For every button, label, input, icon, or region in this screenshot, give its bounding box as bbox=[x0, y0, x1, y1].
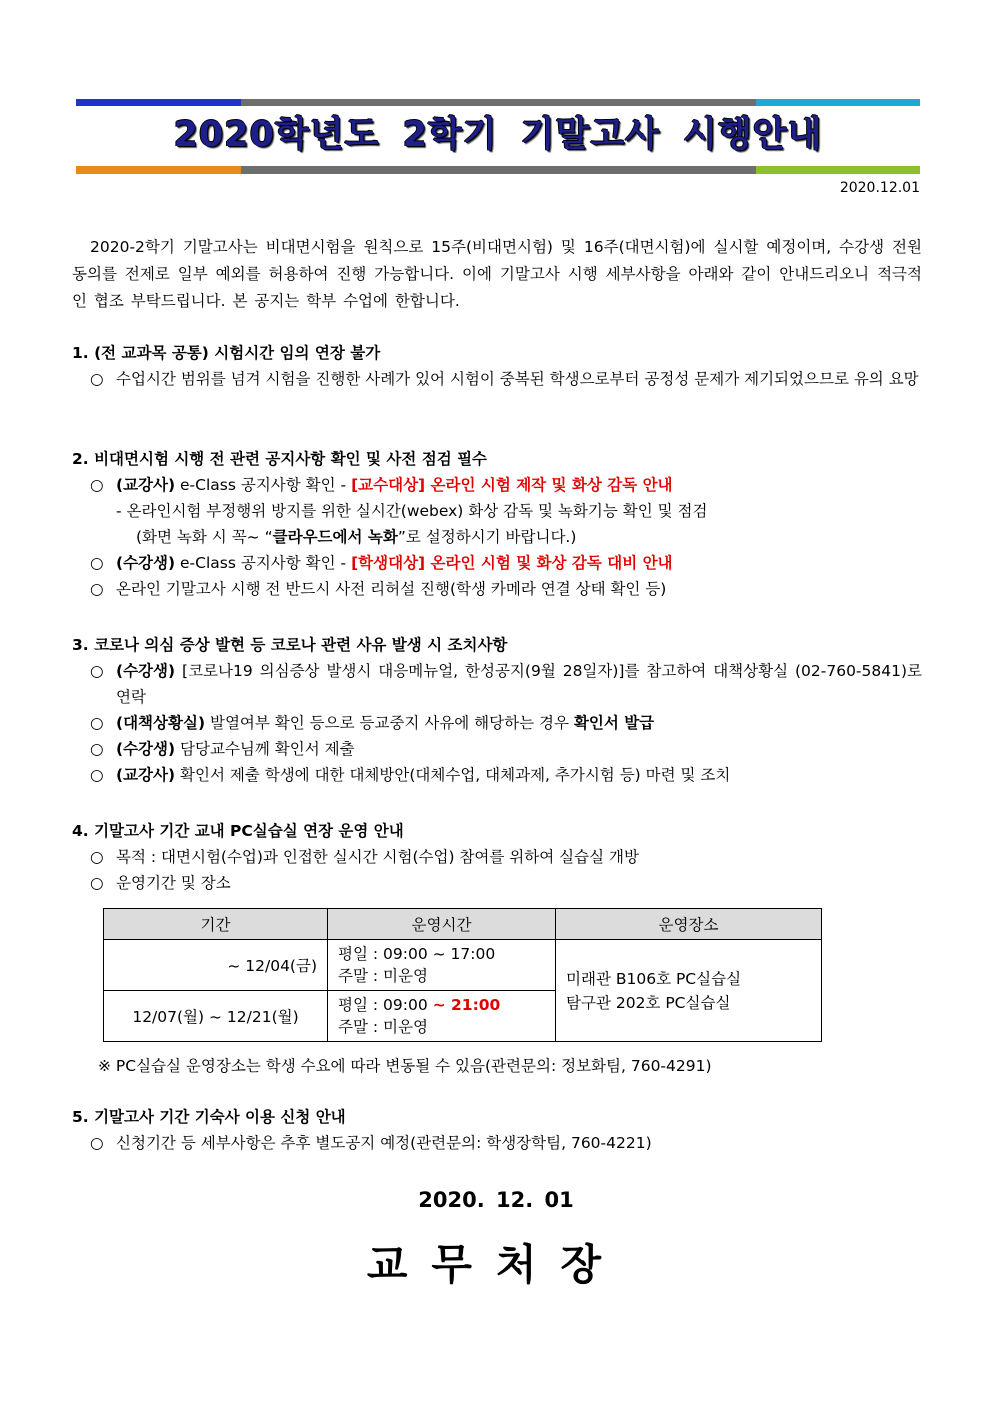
list-subitem: (화면 녹화 시 꼭~ “클라우드에서 녹화”로 설정하시기 바랍니다.) bbox=[136, 528, 577, 546]
header-top-bar bbox=[76, 99, 920, 106]
period-cell: ~ 12/04(금) bbox=[104, 940, 328, 991]
circle-bullet-icon: ○ bbox=[90, 714, 104, 732]
section-3 bbox=[72, 632, 922, 788]
circle-bullet-icon: ○ bbox=[90, 874, 104, 892]
section-heading: 3. 코로나 의심 증상 발현 등 코로나 관련 사유 발생 시 조치사항 bbox=[72, 636, 508, 654]
section-2 bbox=[72, 446, 922, 602]
list-item: ○ 수업시간 범위를 넘겨 시험을 진행한 사례가 있어 시험이 중복된 학생으로부터 공정성 문제가 제기되었으므로 유의 요망 bbox=[72, 366, 922, 392]
list-item: ○ 목적 : 대면시험(수업)과 인접한 실시간 시험(수업) 참여를 위하여 실습실 개방 bbox=[72, 844, 922, 870]
table-row bbox=[104, 940, 822, 991]
header-bottom-bar bbox=[76, 166, 920, 174]
page-title: 2020학년도 2학기 기말고사 시행안내 bbox=[173, 115, 823, 155]
circle-bullet-icon: ○ bbox=[90, 740, 104, 758]
table-header-cell: 운영장소 bbox=[556, 909, 822, 940]
circle-bullet-icon: ○ bbox=[90, 370, 104, 388]
circle-bullet-icon: ○ bbox=[90, 848, 104, 866]
hours-cell: 평일 : 09:00 ~ 17:00 주말 : 미운영 bbox=[328, 940, 556, 991]
table-note: ※ PC실습실 운영장소는 학생 수요에 따라 변동될 수 있음(관련문의: 정보화팀, 760-4291) bbox=[98, 1057, 712, 1075]
section-heading: 5. 기말고사 기간 기숙사 이용 신청 안내 bbox=[72, 1108, 346, 1126]
circle-bullet-icon: ○ bbox=[90, 476, 104, 494]
section-4 bbox=[72, 818, 922, 896]
section-5 bbox=[72, 1104, 922, 1156]
table-header-row bbox=[104, 909, 822, 940]
list-item: ○ 온라인 기말고사 시행 전 반드시 사전 리허설 진행(학생 카메라 연결 상태 확인 등) bbox=[72, 576, 922, 602]
issuing-office: 교무처장 bbox=[366, 1240, 626, 1289]
circle-bullet-icon: ○ bbox=[90, 662, 104, 680]
list-item: ○ (수강생) e-Class 공지사항 확인 - [학생대상] 온라인 시험 및 화상 감독 대비 안내 bbox=[72, 550, 922, 576]
list-item: ○ (수강생) [코로나19 의심증상 발생시 대응메뉴얼, 한성공지(9월 28일자)]를 참고하여 대책상황실 (02-760-5841)로 연락 bbox=[72, 658, 922, 710]
circle-bullet-icon: ○ bbox=[90, 554, 104, 572]
location-cell: 미래관 B106호 PC실습실 탐구관 202호 PC실습실 bbox=[556, 940, 822, 1042]
list-item: ○ (교강사) 확인서 제출 학생에 대한 대체방안(대체수업, 대체과제, 추가시험 등) 마련 및 조치 bbox=[72, 762, 922, 788]
period-cell: 12/07(월) ~ 12/21(월) bbox=[104, 991, 328, 1042]
notice-date: 2020.12.01 bbox=[839, 180, 920, 196]
intro-paragraph: 2020-2학기 기말고사는 비대면시험을 원칙으로 15주(비대면시험) 및 16주(대면시험)에 실시할 예정이며, 수강생 전원 동의를 전제로 일부 예외를 허용하여 진행 가능합니다. 이에 기말고사 시행 세부사항을 아래와 같이 안내드리오니 적극적인 협조 부탁드립니다. 본 공지는 학부 수업에 한합니다. bbox=[72, 238, 922, 310]
circle-bullet-icon: ○ bbox=[90, 580, 104, 598]
footer-date: 2020. 12. 01 bbox=[418, 1188, 574, 1212]
section-1 bbox=[72, 340, 922, 392]
hours-cell: 평일 : 09:00 ~ 21:00 주말 : 미운영 bbox=[328, 991, 556, 1042]
notice-link-text: [교수대상] 온라인 시험 제작 및 화상 감독 안내 bbox=[351, 476, 673, 494]
section-heading: 4. 기말고사 기간 교내 PC실습실 연장 운영 안내 bbox=[72, 822, 404, 840]
table-header-cell: 운영시간 bbox=[328, 909, 556, 940]
section-heading: 2. 비대면시험 시행 전 관련 공지사항 확인 및 사전 점검 필수 bbox=[72, 450, 488, 468]
table-header-cell: 기간 bbox=[104, 909, 328, 940]
section-heading: 1. (전 교과목 공통) 시험시간 임의 연장 불가 bbox=[72, 344, 381, 362]
list-item: ○ (수강생) 담당교수님께 확인서 제출 bbox=[72, 736, 922, 762]
list-item: ○ (교강사) e-Class 공지사항 확인 - [교수대상] 온라인 시험 제작 및 화상 감독 안내 bbox=[72, 472, 922, 498]
circle-bullet-icon: ○ bbox=[90, 1134, 104, 1152]
list-item: ○ (대책상황실) 발열여부 확인 등으로 등교중지 사유에 해당하는 경우 확인서 발급 bbox=[72, 710, 922, 736]
pc-lab-schedule-table bbox=[103, 908, 822, 1042]
list-item: ○ 신청기간 등 세부사항은 추후 별도공지 예정(관련문의: 학생장학팀, 760-4221) bbox=[72, 1130, 922, 1156]
notice-link-text: [학생대상] 온라인 시험 및 화상 감독 대비 안내 bbox=[351, 554, 673, 572]
list-item: ○ 운영기간 및 장소 bbox=[72, 870, 922, 896]
list-subitem: - 온라인시험 부정행위 방지를 위한 실시간(webex) 화상 감독 및 녹화기능 확인 및 점검 bbox=[116, 502, 708, 520]
circle-bullet-icon: ○ bbox=[90, 766, 104, 784]
